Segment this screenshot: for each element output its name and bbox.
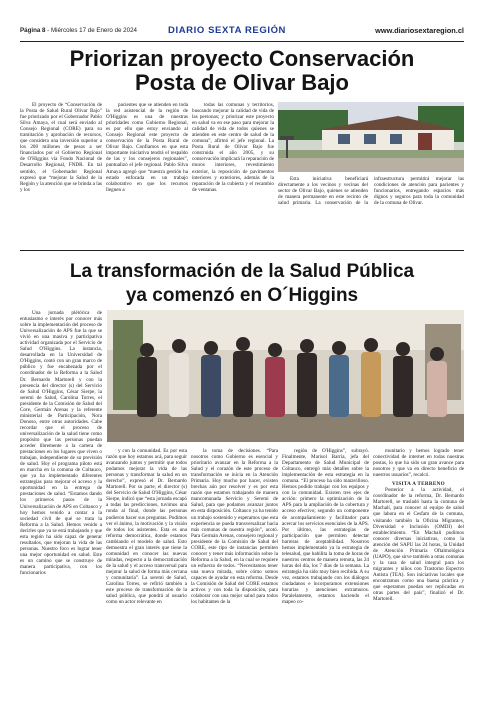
article1-column-2: pacientes que se atienden en toda la red asistencial de la región de O'Higgins es una de nuestras prioridades como Gobierno Regional, es por ello que estoy enviando al Consejo Regional este proyecto de conservación de la Posta Rural de Olivar Bajo. Confiamos en que esta importante iniciativa tendrá el respaldo de las y los consejeros regionales”, puntualizó el jefe regional. Pablo Silva Amaya agregó que “nuestra gestión ha estado enfocada en un trabajo colaborativo en que los recursos lleguen a [106,102,188,193]
article1-headline-line1: Priorizan proyecto Conservación [69,46,415,71]
article1-column-4: Esta iniciativa beneficiará directamente a los vecinos y vecinas del sector de Olivar Bajo, quienes se atienden de manera permanente en este recinto de salud primaria. La conservación de la infraestructura permitirá mejorar las condiciones de atención para pacientes y funcionarios, entregando espacios más dignos y seguros para toda la comunidad de la comuna de Olivar. [278,176,464,207]
article1-headline-line2: Posta de Olivar Bajo [135,70,349,95]
article2-column-5-text-b: Posterior a la actividad, el coordinador de la reforma, Dr. Bernardo Martorell, se trasladó hasta la comuna de Machalí, para conocer al equipo de salud que labora en el Cesfam de la comuna, visitando también la Oficina Migrantes, Diversidad e Inclusión (OMDI) del establecimiento. “En Machalí pudimos conocer diversas iniciativas, como la atención del SAPU las 24 horas, la Unidad de Atención Primaria Oftalmológica (UAPO), que sirve también a otras comunas y la casa de salud integral para los migrantes y niños con Trastorno Espectro Autista (TEA). Son iniciativas locales que encontramos como una buena práctica y que esperamos puedan ser replicadas en otras partes del país”, finalizó el Dr. Martorell. [373,487,464,603]
article2-column-1: Una jornada plétórica de entusiasmo e interés por conocer más sobre la implementación del proceso de Universalización de APS fue la que se vivió en una masiva y participativa actividad organizada por el Servicio de Salud O'Higgins. La instancia, desarrollada en la Universidad de O'Higgins, contó con un gran marco de público y fue encabezada por el coordinador de la Reforma a la Salud Dr. Bernardo Martorell y con la presencia del director (s) del Servicio de Salud O'Higgins, César Sierpe, la seremi de Salud, Carolina Torres, el presidente de la Comisión de Salud del Core, Germán Arenas y la referente ministerial de Participación, Nora Donoso, entre otras autoridades. Cabe recordar que el proceso de universalización de la salud tiene como propósito que las personas puedan acceder libremente a la cartera de prestaciones en los lugares que viven o trabajan, independiente de su previsión de salud. Hoy el programa piloto está en marcha en la comuna de Coltauco, que ya ha implementado diferentes estrategias para mejorar el acceso y la oportunidad en la entrega de prestaciones de salud. “Estamos dando los primeros pasos de la Universalización de APS en Coltauco y hoy hemos venido a contar a la sociedad civil de qué se trata la Reforma a la Salud. Hemos venido a decirles que ya se está trabajando y que esta región ha sido capaz de generar resultados, que mejoran la vida de las personas. Nuestro foco es lograr tener una mejor oportunidad en salud. Este es un camino que se construye de manera participativa, con los funcionarios [20,310,102,577]
article2-column-3: la toma de decisiones. “Para nosotros como Gobierno es esencial y prioritario avanzar en la Reforma a la Salud y el corazón de este proceso de transformación se inicia en la Atención Primaria. Hoy mucho por hacer, existen brechas aún por resolver y es por esta razón que estamos trabajando de manera mancomunada Servicio y Seremi de Salud, para que podamos avanzar juntos en esta disposición. Coltauco ya ha tenido un trabajo sostenido y esperamos que esta experiencia se pueda transversalizar hacia más comunas de nuestra región”, acotó. Para Germán Arenas, consejero regional y presidente de la Comisión de Salud del CORE, este tipo de instancias permiten conocer y tener más información sobre la Reforma a la Salud, en la cual se requiere un esfuerzo de todos. “Necesitamos tener una nueva mirada, sobre cómo somos capaces de ayudar en esta reforma. Desde la Comisión de Salud del CORE estamos activos y con toda la disposición, para colaborar con una mejor salud para todos los habitantes de la [191,448,278,606]
posta-building-photo [278,102,464,172]
article2-column-5-text: munitario y hemos logrado tener conectividad de internet en todas nuestras postas, lo que ha sido un gran avance para nosotros y que va en directo beneficio de nuestros usuarios”, recalcó. [373,448,464,479]
article2-headline-line2: ya comenzó en O´Higgins [125,285,359,306]
article1-column-1: El proyecto de “Conservación de la Posta de Salud Rural Olivar Bajo” fue priorizado por el Gobernador Pablo Silva Amaya, el cual será enviado al Consejo Regional (CORE) para su tramitación y aprobación de recursos, que considera una inversión superior a los 200 millones de pesos a ser financiados por el Gobierno Regional de O'Higgins vía Fondo Nacional de Desarrollo Regional, FNDR. En tal sentido, el Gobernador Regional expresó que “mejorar la Salud de la Región y la atención que se brinda a las y los [20,102,102,193]
article2-column-2: y con la comunidad. Es por esta razón que hoy estamos acá, para seguir avanzando juntos y permitir que todos podamos mejorar la vida de las personas y transformar la salud en un derecho”, expresó el Dr. Bernardo Martorell. Por su parte, el director (s) del Servicio de Salud O'Higgins, César Sierpe, indicó que “esta jornada escapó a todas las predicciones, tuvimos una ronda al final, donde las personas pudieron hacer sus preguntas. Pudimos ver el ánimo, la motivación y la visión de todos los asistentes. Esta es una reforma democrática, donde estamos cambiando el modelo de salud. Esto demuestra el gran interés que tiene la comunidad en conocer las nuevas miradas, respecto a la democratización de la salud y el acceso transversal para mejorar la salud de forma más cercana y comunitaria”. La seremi de Salud, Carolina Torres, se refirió también a este proceso de transformación de la salud pública, que pondrá al usuario como un actor relevante en [106,448,187,606]
header-divider [20,41,464,42]
posta-building-image [278,102,464,172]
page-number: Página 8 [20,27,46,34]
visita-terreno-subhead: VISITA A TERRENO [392,481,445,488]
article2-column-4: región de O'Higgins”, subrayó. Finalmente, Marisol Barría, jefa del Departamento de Salud Municipal de Coltauco, entregó más detalles sobre la implementación de esta estrategia en la comuna. “El proceso ha sido maravilloso. Hemos podido trabajar con los equipos y con la comunidad. Existen tres ejes de acción: primero la optimización de la APS para la ampliación de la cobertura y acceso efectivo; segundo un componente de acompañamiento y facilitador para acercar los servicios esenciales de la APS. Por último, las estrategias de participación que permiten detectar barreras de aceptabilidad. Nosotros hemos implementado ya la estrategia de telesalud, que habilita la toma de horas de nuestros centros de manera remota, las 24 horas del día, los 7 días de la semana. La estrategia ha sido muy bien recibida. A su vez, estamos trabajando con los diálogos ciudadanos e incorporamos extensiones horarias y atenciones extramuros. Paralelamente, estamos haciendo el mapeo co- [282,448,369,606]
page-header [20,25,464,40]
section-divider [20,250,464,251]
article1-column-3: todas las comunas y territorios, buscando mejorar la calidad de vida de las personas; y priorizar este proyecto en salud va en ese paso para mejorar la calidad de vida de todos quienes se atienden en este centro de salud de la comuna”, afirmó el jefe regional. La Posta Rural de Olivar Bajo fue construida el año 2005, y su conservación implicará la reparación de muros interiores, revestimiento exterior, la reposición de pavimentos interiores y exteriores, además de la reparación de la cubierta y el recambio de ventanas. [192,102,274,193]
website-link[interactable]: www.diariosextaregion.cl [375,26,464,35]
page-date-line [20,27,137,34]
newspaper-name: DIARIO SEXTA REGIÓN [168,25,287,36]
group-photo-image [107,310,464,442]
issue-date: - Miércoles 17 de Enero de 2024 [45,27,137,34]
article2-column-5 [373,448,464,700]
article2-headline-line1: La transformación de la Salud Pública [69,261,415,282]
group-event-photo [107,310,464,442]
